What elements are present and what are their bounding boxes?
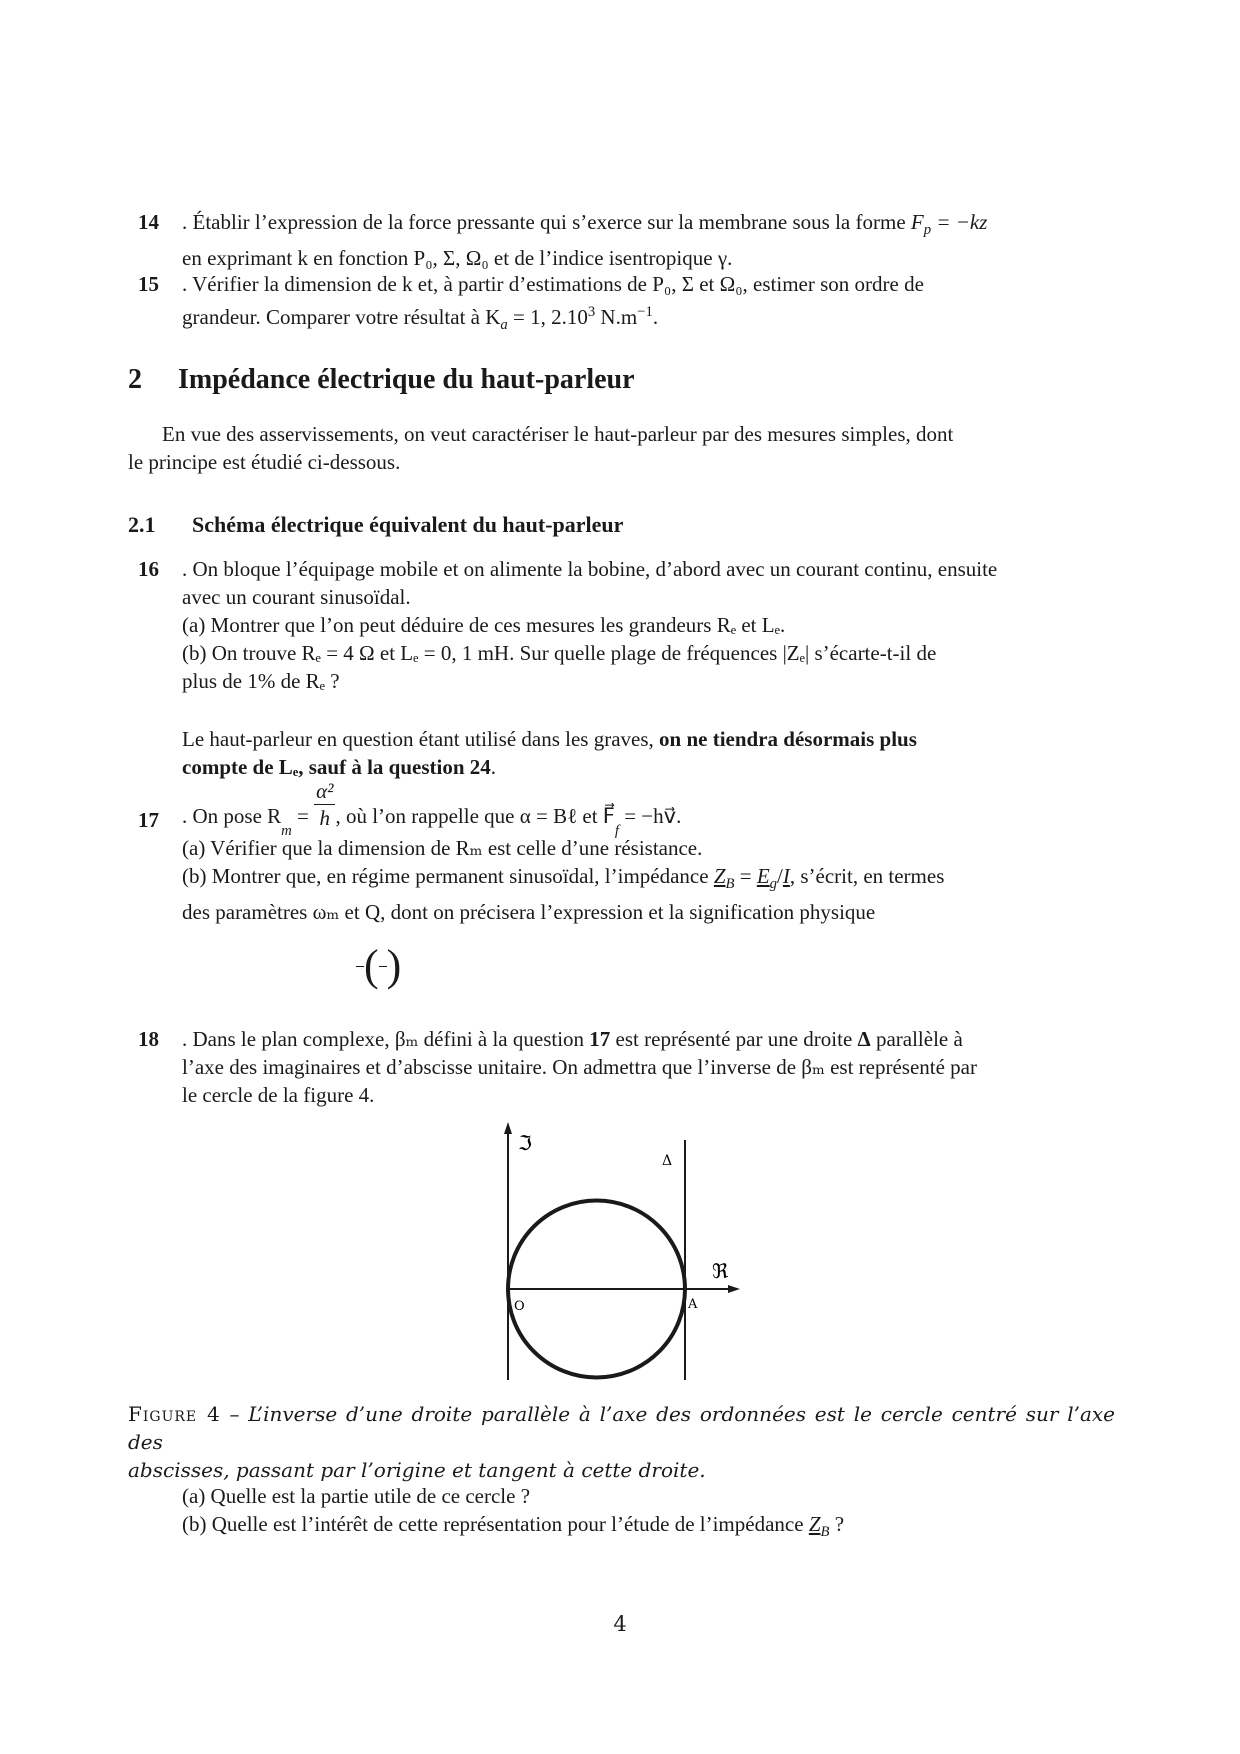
question-text: (a) Vérifier que la dimension de Rₘ est celle d’une résistance. xyxy=(182,836,703,860)
question-text: plus de 1% de Rₑ ? xyxy=(182,669,340,693)
subsection-number: 2.1 xyxy=(128,512,156,537)
real-axis-arrow xyxy=(728,1285,740,1293)
figure-4-diagram xyxy=(480,1120,770,1390)
figure-caption: Figure 4 – L’inverse d’une droite parallèle à l’axe des ordonnées est le cercle centré sur l’axe des abscisses, passant par l’origine et tangent à cette droite. xyxy=(128,1402,1116,1482)
question-text: des paramètres ωₘ et Q, dont on précisera l’expression et la signification physique xyxy=(182,900,876,925)
point-a-label: A xyxy=(688,1297,698,1312)
question-17 xyxy=(130,778,1115,926)
section-intro: En vue des asservissements, on veut caractériser le haut-parleur par des mesures simples, dont le principe est étudié ci-dessous. xyxy=(128,422,954,474)
question-text: (b) Montrer que, en régime permanent sinusoïdal, l’impédance $Z_B = E_g/I$, s’écrit, en termes xyxy=(182,864,945,893)
question-text: (b) On trouve Rₑ = 4 Ω et Lₑ = 0, 1 mH. Sur quelle plage de fréquences |Zₑ| s’écarte-t-il de xyxy=(182,641,937,665)
right-paren: ) xyxy=(386,941,402,991)
fraction-alpha-h: $\frac{\text{α²}}{h}$ xyxy=(316,779,334,830)
imaginary-label: ℑ xyxy=(518,1131,532,1155)
question-text: grandeur. Comparer votre résultat à $K_a = 1$, 2.10$^3$ $N.m^{-1}$. xyxy=(182,304,659,334)
question-text: . Vérifier la dimension de k et, à partir d’estimations de P₀, Σ et Ω₀, estimer son ordre de xyxy=(182,272,924,296)
question-text: (a) Quelle est la partie utile de ce cercle ? xyxy=(182,1484,531,1508)
question-number: 15 xyxy=(138,272,159,296)
question-18 xyxy=(130,1025,1115,1109)
section-number: 2 xyxy=(128,364,142,395)
question-text: (b) Quelle est l’intérêt de cette représentation pour l’étude de l’impédance $Z_B$ ? xyxy=(182,1512,845,1541)
real-label: ℜ xyxy=(712,1259,729,1283)
page-number: 4 xyxy=(613,1612,627,1636)
question-text: . On pose $R_m$ = $\frac{\text{α²}}{h}$ , où l’on rappelle que α = Bℓ et $F⃗_f$ = −hv⃗. xyxy=(182,779,682,839)
question-number: 14 xyxy=(138,210,159,234)
origin-label: O xyxy=(514,1299,525,1314)
question-note: Le haut-parleur en question étant utilisé dans les graves, on ne tiendra désormais plus xyxy=(182,727,917,751)
question-note: compte de Lₑ, sauf à la question 24. xyxy=(182,755,497,779)
question-number: 18 xyxy=(138,1027,159,1051)
section-heading xyxy=(128,364,635,396)
question-text: l’axe des imaginaires et d’abscisse unitaire. On admettra que l’inverse de βₘ est représenté par xyxy=(182,1055,977,1079)
delta-label: Δ xyxy=(662,1153,673,1169)
question-15 xyxy=(130,270,1115,339)
question-number: 17 xyxy=(138,808,159,832)
question-text: . On bloque l’équipage mobile et on alimente la bobine, d’abord avec un courant continu, ensuite xyxy=(182,557,998,581)
question-text: . Établir l’expression de la force pressante qui s’exerce sur la membrane sous la forme $F_p = -kz$ xyxy=(182,210,988,239)
subsection-title: Schéma électrique équivalent du haut-parleur xyxy=(192,512,624,537)
imaginary-axis-arrow xyxy=(504,1122,512,1134)
question-14 xyxy=(130,208,1115,272)
question-text: avec un courant sinusoïdal. xyxy=(182,585,411,609)
left-paren: ( xyxy=(364,941,379,991)
question-number: 16 xyxy=(138,557,159,581)
question-text: en exprimant k en fonction P₀, Σ, Ω₀ et de l’indice isentropique γ. xyxy=(182,246,733,271)
question-text: le cercle de la figure 4. xyxy=(182,1083,375,1107)
equation-3 xyxy=(130,941,1115,1014)
subsection-heading xyxy=(128,512,623,538)
question-16 xyxy=(130,555,1115,781)
question-18-subitems xyxy=(130,1482,1115,1546)
question-text: . Dans le plan complexe, βₘ défini à la question 17 est représenté par une droite Δ parallèle à xyxy=(182,1027,963,1051)
equation-body xyxy=(356,941,402,991)
section-title: Impédance électrique du haut-parleur xyxy=(178,364,635,395)
question-text: (a) Montrer que l’on peut déduire de ces mesures les grandeurs Rₑ et Lₑ. xyxy=(182,613,786,637)
